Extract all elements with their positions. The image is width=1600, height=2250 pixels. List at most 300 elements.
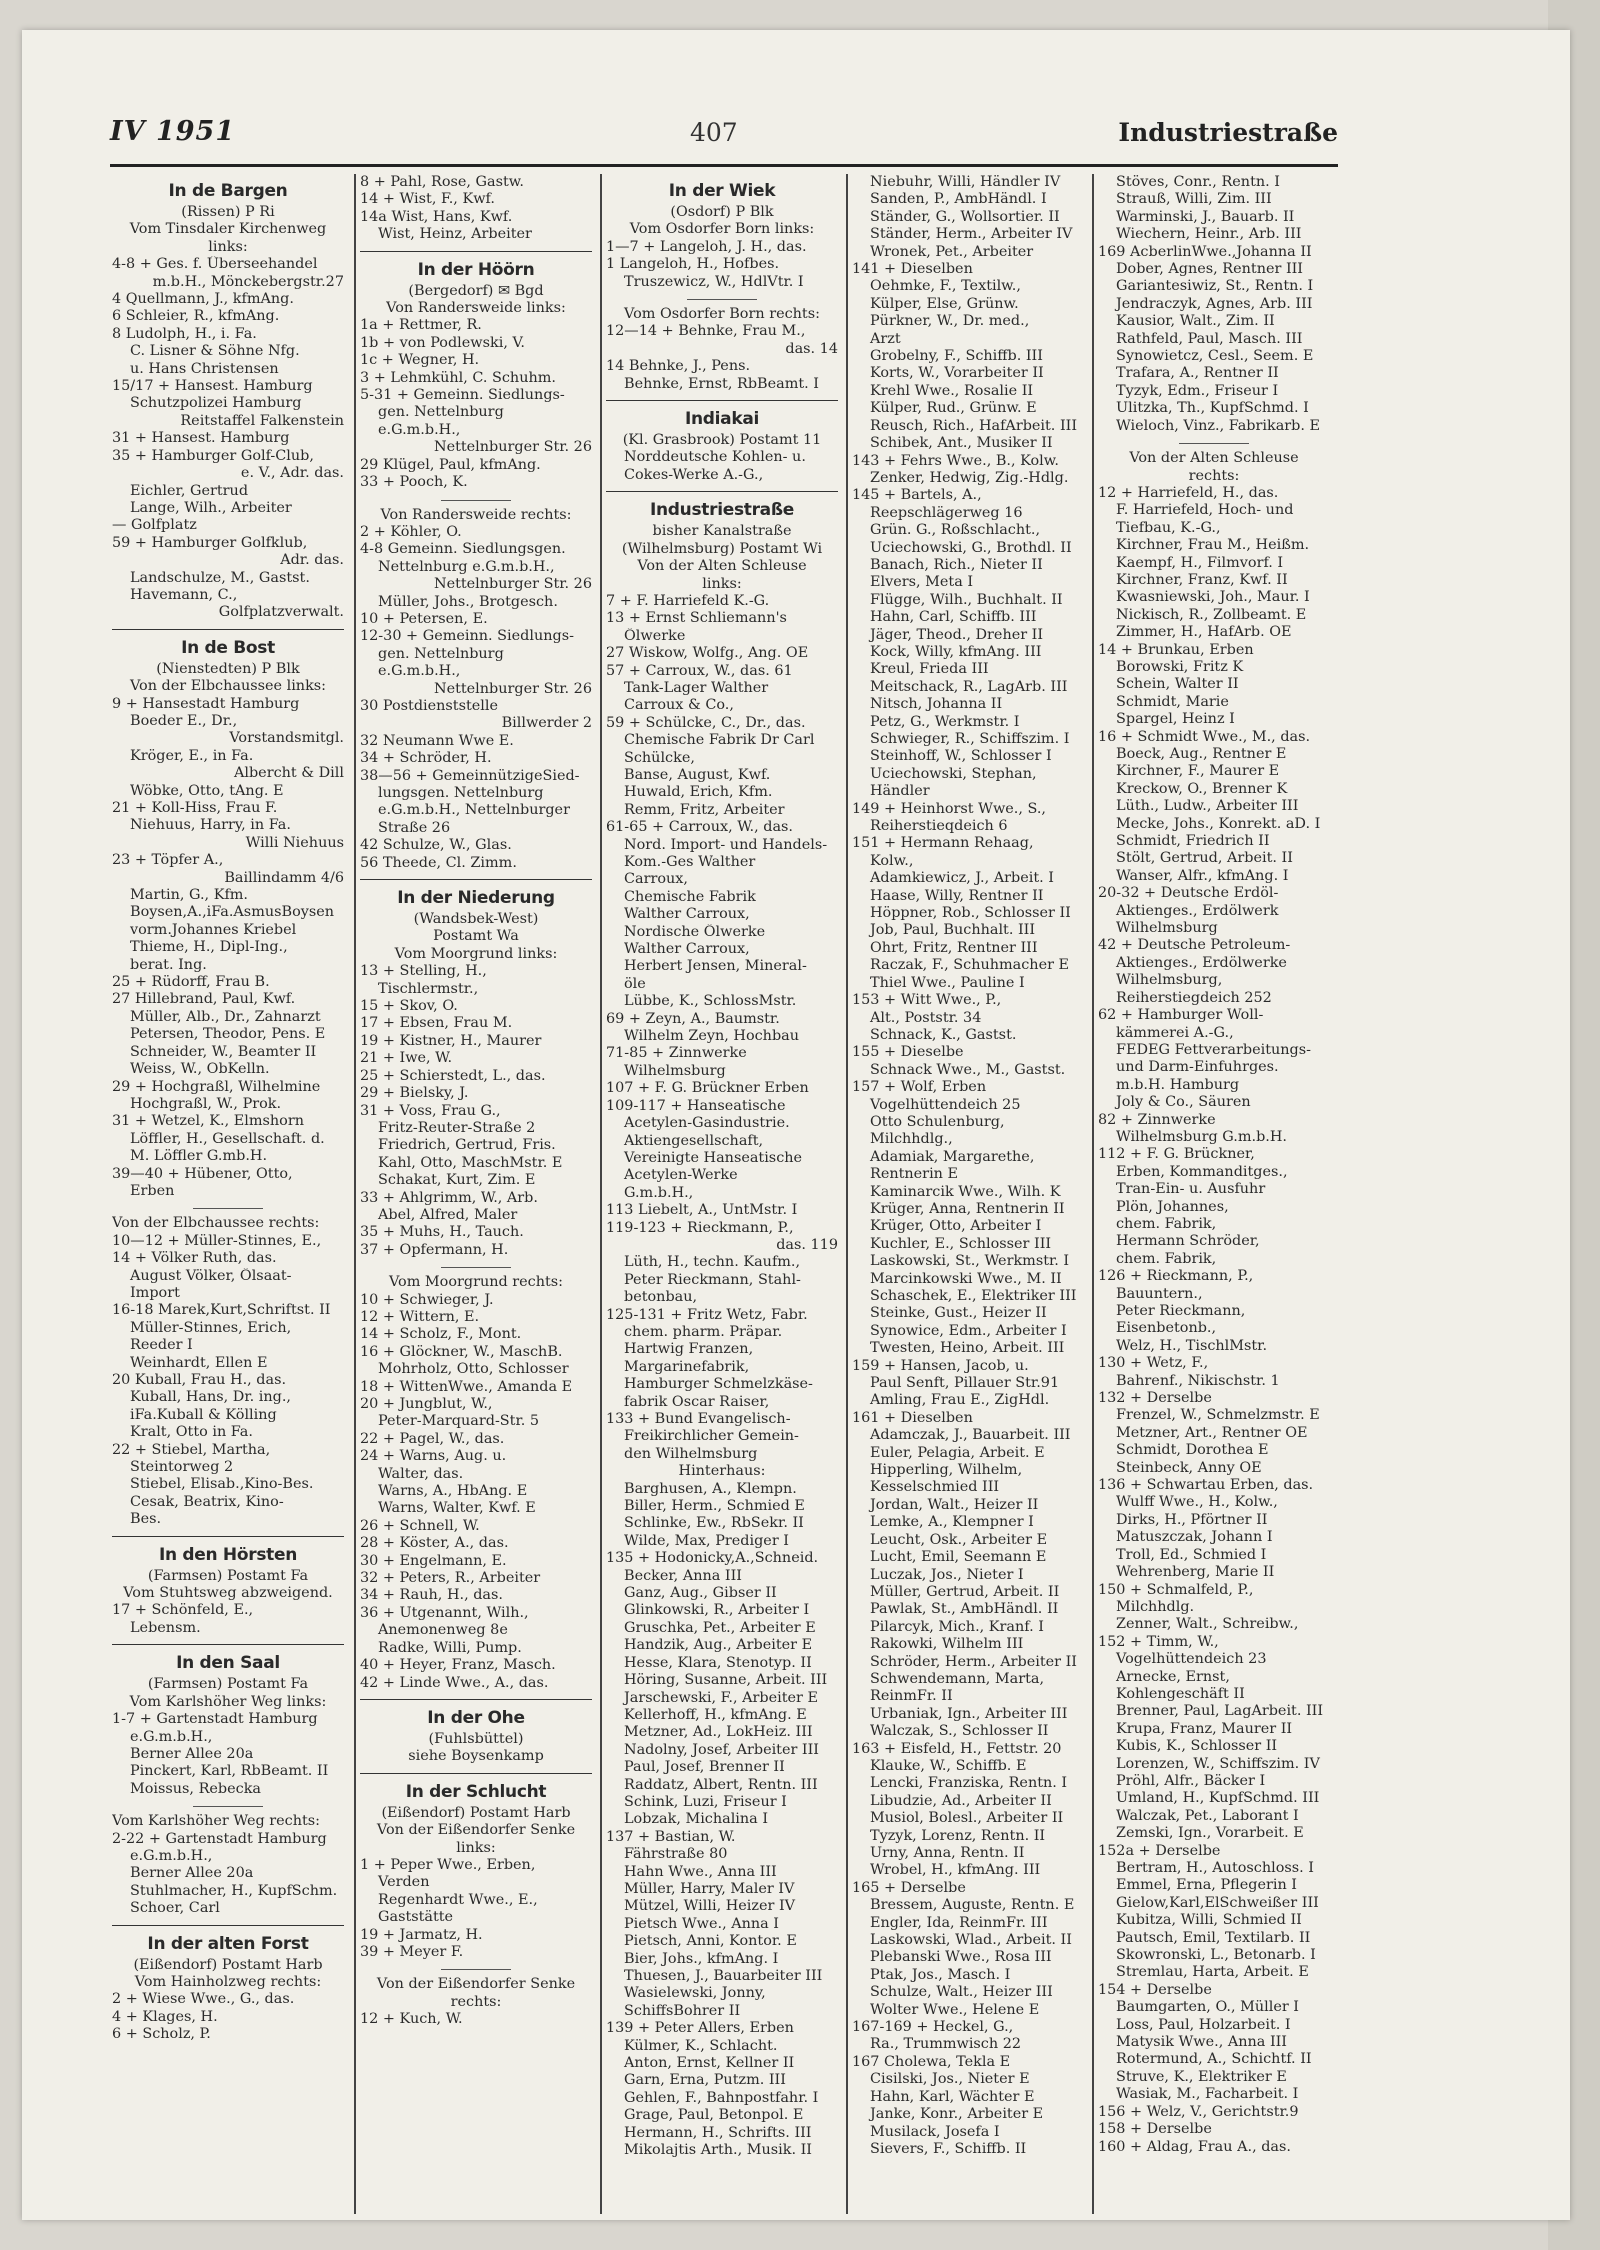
entry-line: 10 + Schwieger, J.: [360, 1291, 494, 1308]
entry-line: Sievers, F., Schiffb. II: [870, 2140, 1027, 2157]
page-header: [110, 102, 1338, 162]
entry-line: Hahn, Karl, Wächter E: [870, 2088, 1035, 2105]
entry-line: Kaempf, H., Filmvorf. I: [1116, 554, 1284, 571]
entry-line: Von der Alten Schleuse: [1129, 450, 1299, 467]
entry-line: 150 + Schmalfeld, P.,: [1098, 1581, 1254, 1598]
entry-line: 2-22 + Gartenstadt Hamburg: [112, 1830, 327, 1847]
entry-line: Paul Senft, Pillauer Str.91: [870, 1375, 1060, 1392]
entry-line: Vogelhüttendeich 25: [870, 1096, 1021, 1113]
entry-line: Leucht, Osk., Arbeiter E: [870, 1531, 1048, 1548]
entry-line: Regenhardt Wwe., E.,: [378, 1891, 538, 1908]
entry-line: Kreul, Frieda III: [870, 661, 989, 678]
entry-line: 37 + Opfermann, H.: [360, 1241, 509, 1258]
entry-line: Zenner, Walt., Schreibw.,: [1116, 1616, 1299, 1633]
entry-line: Adamczak, J., Bauarbeit. III: [870, 1427, 1071, 1444]
entry-line: 119-123 + Rieckmann, P.,: [606, 1219, 794, 1236]
entry-line: Biller, Herm., Schmied E: [624, 1498, 805, 1515]
entry-line: Steinhoff, W., Schlosser I: [870, 748, 1052, 765]
entry-line: Boeder E., Dr.,: [130, 712, 238, 729]
entry-line: 151 + Hermann Rehaag,: [852, 835, 1034, 852]
entry-line: Jendraczyk, Agnes, Arb. III: [1116, 295, 1313, 312]
entry-line: 6 Schleier, R., kfmAng.: [112, 308, 280, 325]
entry-line: Barghusen, A., Klempn.: [624, 1480, 797, 1497]
entry-line: Schnack, K., Gastst.: [870, 1026, 1017, 1043]
entry-line: Reusch, Rich., HafArbeit. III: [870, 417, 1078, 434]
entry-line: Stöves, Conr., Rentn. I: [1116, 174, 1280, 190]
entry-line: Gehlen, F., Bahnpostfahr. I: [624, 2089, 819, 2106]
entry-line: Wilhelmsburg,: [1116, 972, 1223, 989]
entry-line: Arnecke, Ernst,: [1116, 1668, 1230, 1685]
entry-line: 18 + WittenWwe., Amanda E: [360, 1378, 573, 1395]
entry-line: Carroux & Co.,: [624, 697, 734, 714]
entry-line: links:: [456, 1839, 496, 1856]
entry-line: 1 + Peper Wwe., Erben,: [360, 1856, 536, 1873]
column-divider: [846, 174, 848, 2214]
entry-line: 27 Wiskow, Wolfg., Ang. OE: [606, 645, 809, 662]
entry-line: das. 14: [785, 340, 838, 357]
entry-line: 29 + Hochgraßl, Wilhelmine: [112, 1078, 321, 1095]
entry-line: Milchhdlg.,: [870, 1131, 953, 1148]
entry-line: 32 Neumann Wwe E.: [360, 732, 514, 749]
entry-line: 38—56 + GemeinnützigeSied-: [360, 767, 580, 784]
entry-line: Niebuhr, Willi, Händler IV: [870, 174, 1061, 190]
entry-line: 30 Postdienststelle: [360, 697, 498, 714]
entry-line: Adamiak, Margarethe,: [870, 1148, 1035, 1165]
entry-line: Banse, August, Kwf.: [624, 766, 771, 783]
entry-line: Wanser, Alfr., kfmAng. I: [1116, 867, 1289, 884]
entry-line: Pröhl, Alfr., Bäcker I: [1116, 1772, 1266, 1789]
entry-line: 9 + Hansestadt Hamburg: [112, 695, 300, 712]
entry-line: 29 + Bielsky, J.: [360, 1085, 469, 1102]
entry-line: Stremlau, Harta, Arbeit. E: [1116, 1964, 1309, 1981]
entry-line: 20 Kuball, Frau H., das.: [112, 1372, 287, 1388]
entry-line: Walczak, S., Schlosser II: [870, 1723, 1049, 1740]
entry-line: Acetylen-Werke: [624, 1167, 738, 1184]
entry-line: e.G.m.b.H.,: [378, 663, 461, 680]
entry-line: Mützel, Willi, Heizer IV: [624, 1898, 796, 1915]
entry-line: 165 + Derselbe: [852, 1879, 966, 1896]
entry-line: 109-117 + Hanseatische: [606, 1097, 786, 1114]
entry-line: Welz, H., TischlMstr.: [1116, 1337, 1268, 1354]
entry-line: Bier, Johs., kfmAng. I: [624, 1950, 779, 1967]
section-rule: [360, 879, 592, 880]
entry-line: 10 + Petersen, E.: [360, 610, 488, 627]
entry-line: 56 Theede, Cl. Zimm.: [360, 854, 517, 871]
entry-line: Nettelnburger Str. 26: [433, 576, 592, 593]
entry-line: Klauke, W., Schiffb. E: [870, 1757, 1027, 1774]
entry-line: Kahl, Otto, MaschMstr. E: [378, 1154, 563, 1171]
entry-line: Wilhelmsburg: [624, 1062, 726, 1079]
entry-line: Lüth., Ludw., Arbeiter III: [1116, 798, 1299, 815]
entry-line: Von Randersweide links:: [386, 300, 566, 317]
entry-line: Moissus, Rebecka: [130, 1780, 262, 1797]
entry-line: Külper, Else, Grünw.: [870, 295, 1019, 312]
entry-line: Ulitzka, Th., KupfSchmd. I: [1116, 400, 1309, 417]
entry-line: Schwieger, R., Schiffszim. I: [870, 731, 1070, 747]
entry-line: (Wandsbek-West): [413, 911, 539, 928]
entry-line: Baillindamm 4/6: [224, 869, 344, 886]
entry-line: 1-7 + Gartenstadt Hamburg: [112, 1711, 318, 1728]
entry-line: Milchhdlg.: [1116, 1598, 1195, 1615]
entry-line: Hartwig Franzen,: [624, 1341, 754, 1358]
entry-line: Lübbe, K., SchlossMstr.: [624, 993, 797, 1010]
entry-line: u. Hans Christensen: [130, 360, 279, 377]
entry-line: 12 + Wittern, E.: [360, 1308, 480, 1325]
entry-line: Schein, Walter II: [1116, 676, 1239, 693]
entry-line: Huwald, Erich, Kfm.: [624, 784, 773, 801]
entry-line: Synowietcz, Cesl., Seem. E: [1116, 348, 1314, 365]
entry-line: Müller-Stinnes, Erich,: [130, 1319, 292, 1336]
entry-line: Stuhlmacher, H., KupfSchm.: [130, 1882, 338, 1899]
entry-line: Stölt, Gertrud, Arbeit. II: [1116, 850, 1293, 867]
entry-line: (Rissen) P Ri: [181, 204, 275, 220]
entry-line: chem. Fabrik,: [1116, 1250, 1217, 1267]
entry-line: (Bergedorf) ✉ Bgd: [408, 282, 544, 299]
entry-line: Ganz, Aug., Gibser II: [624, 1585, 777, 1602]
entry-line: 40 + Heyer, Franz, Masch.: [360, 1657, 556, 1674]
entry-line: berat. Ing.: [130, 956, 207, 973]
entry-line: Gruschka, Pet., Arbeiter E: [624, 1619, 816, 1636]
entry-line: Rakowki, Wilhelm III: [870, 1636, 1024, 1653]
entry-line: Tiefbau, K.-G.,: [1116, 519, 1221, 536]
entry-line: Aktienges., Erdölwerke: [1116, 954, 1287, 971]
entry-line: Urny, Anna, Rentn. II: [870, 1845, 1025, 1861]
entry-line: Kom.-Ges Walther: [624, 854, 756, 870]
entry-line: Ständer, Herm., Arbeiter IV: [870, 226, 1073, 243]
entry-line: Tran-Ein- u. Ausfuhr: [1116, 1181, 1266, 1198]
column-divider: [1092, 174, 1094, 2214]
entry-line: Ptak, Jos., Masch. I: [870, 1966, 1011, 1983]
entry-line: 8 Ludolph, H., i. Fa.: [112, 325, 257, 342]
entry-line: 14 Behnke, J., Pens.: [606, 358, 751, 375]
entry-line: den Wilhelmsburg: [624, 1445, 758, 1462]
entry-line: 4 Quellmann, J., kfmAng.: [112, 291, 294, 308]
entry-line: Bauuntern.,: [1116, 1285, 1203, 1302]
entry-line: Postamt Wa: [433, 928, 519, 945]
entry-line: 152 + Timm, W.,: [1098, 1633, 1219, 1650]
entry-line: Willi Niehuus: [245, 834, 344, 851]
entry-line: Kwasniewski, Joh., Maur. I: [1116, 589, 1310, 606]
entry-line: — Golfplatz: [112, 517, 197, 534]
directory-page: [22, 30, 1570, 2220]
entry-line: Norddeutsche Kohlen- u.: [624, 449, 806, 466]
entry-line: Aktienges., Erdölwerk: [1116, 902, 1279, 919]
entry-line: Anemonenweg 8e: [378, 1622, 508, 1639]
entry-line: 3 + Lehmkühl, C. Schuhm.: [360, 369, 556, 386]
entry-line: Glinkowski, R., Arbeiter I: [624, 1602, 810, 1619]
entry-line: Schwendemann, Marta,: [870, 1670, 1045, 1687]
entry-line: Chemische Fabrik Dr Carl: [624, 732, 815, 749]
entry-line: Schülcke,: [624, 749, 695, 766]
entry-line: kämmerei A.-G.,: [1116, 1024, 1234, 1041]
entry-line: vorm.Johannes Kriebel: [130, 921, 297, 938]
entry-line: Anton, Ernst, Kellner II: [624, 2055, 795, 2072]
entry-line: Hermann, H., Schrifts. III: [624, 2124, 812, 2141]
entry-line: Weinhardt, Ellen E: [130, 1354, 268, 1371]
entry-line: Händler: [870, 783, 930, 800]
entry-line: Walther Carroux,: [624, 941, 750, 958]
entry-line: 25 + Schierstedt, L., das.: [360, 1067, 546, 1084]
entry-line: Pinckert, Karl, RbBeamt. II: [130, 1763, 329, 1780]
entry-line: 14 + Völker Ruth, das.: [112, 1250, 277, 1267]
entry-line: Kirchner, Franz, Kwf. II: [1116, 571, 1288, 588]
entry-line: Wolter Wwe., Helene E: [870, 2001, 1040, 2018]
entry-line: Grün. G., Roßschlacht.,: [870, 522, 1041, 539]
subsection-separator: [441, 500, 511, 501]
entry-line: Vom Osdorfer Born links:: [629, 221, 815, 238]
column-divider: [354, 174, 356, 2214]
entry-line: Truszewicz, W., HdlVtr. I: [624, 273, 804, 290]
street-heading: In der alten Forst: [147, 1933, 309, 1954]
entry-line: 6 + Scholz, P.: [112, 2026, 211, 2043]
section-rule: [112, 1536, 344, 1537]
entry-line: F. Harriefeld, Hoch- und: [1116, 502, 1294, 519]
entry-line: Müller, Alb., Dr., Zahnarzt: [130, 1008, 321, 1025]
entry-line: lungsgen. Nettelnburg: [378, 785, 544, 801]
entry-line: Albercht & Dill: [233, 765, 344, 782]
entry-line: Schröder, Herm., Arbeiter II: [870, 1653, 1077, 1670]
entry-line: Import: [130, 1284, 180, 1301]
entry-line: Thuesen, J., Bauarbeiter III: [624, 1968, 823, 1984]
entry-line: Tischlermstr.,: [378, 980, 479, 997]
entry-line: 16-18 Marek,Kurt,Schriftst. II: [112, 1302, 331, 1319]
entry-line: Reiherstiegdeich 252: [1116, 989, 1272, 1006]
entry-line: Musiol, Bolesl., Arbeiter II: [870, 1810, 1064, 1827]
entry-line: Nordische Ölwerke: [624, 923, 766, 940]
entry-line: Lorenzen, W., Schiffszim. IV: [1116, 1755, 1320, 1772]
entry-line: Chemische Fabrik: [624, 888, 756, 905]
entry-line: Lucht, Emil, Seemann E: [870, 1549, 1047, 1566]
entry-line: Gariantesiwiz, St., Rentn. I: [1116, 278, 1314, 295]
entry-line: Wieloch, Vinz., Fabrikarb. E: [1116, 417, 1321, 434]
entry-line: Rotermund, A., Schichtf. II: [1116, 2051, 1312, 2068]
entry-line: Nickisch, R., Zollbeamt. E: [1116, 606, 1307, 623]
entry-line: Wrobel, H., kfmAng. III: [870, 1862, 1041, 1879]
entry-line: Haase, Willy, Rentner II: [870, 887, 1044, 904]
entry-line: 130 + Wetz, F.,: [1098, 1355, 1209, 1372]
entry-line: Jordan, Walt., Heizer II: [870, 1496, 1039, 1513]
entry-line: 107 + F. G. Brückner Erben: [606, 1080, 809, 1097]
column-4: [852, 174, 1084, 2220]
entry-line: Erben: [130, 1182, 175, 1199]
entry-line: 132 + Derselbe: [1098, 1390, 1212, 1407]
entry-line: Vom Stuhtsweg abzweigend.: [123, 1585, 333, 1602]
entry-line: Lange, Wilh., Arbeiter: [130, 499, 292, 516]
entry-line: Urbaniak, Ign., Arbeiter III: [870, 1705, 1068, 1722]
entry-line: Von der Eißendorfer Senke: [376, 1822, 576, 1839]
entry-line: Nitsch, Johanna II: [870, 696, 1003, 713]
entry-line: Tank-Lager Walther: [624, 679, 769, 696]
entry-line: Müller, Gertrud, Arbeit. II: [870, 1583, 1060, 1600]
entry-line: Remm, Fritz, Arbeiter: [624, 801, 785, 818]
section-rule: [112, 629, 344, 630]
entry-line: 15 + Skov, O.: [360, 998, 458, 1015]
entry-line: Steinke, Gust., Heizer II: [870, 1305, 1047, 1322]
entry-line: Radke, Willi, Pump.: [378, 1639, 522, 1656]
entry-line: Ölwerke: [624, 627, 686, 644]
entry-line: 31 + Wetzel, K., Elmshorn: [112, 1113, 304, 1130]
entry-line: Kirchner, Frau M., Heißm.: [1116, 537, 1310, 554]
entry-line: Wasiak, M., Facharbeit. I: [1116, 2086, 1299, 2103]
street-heading: In den Saal: [176, 1653, 280, 1674]
entry-line: 154 + Derselbe: [1098, 1981, 1212, 1998]
entry-line: Reitstaffel Falkenstein: [180, 412, 344, 429]
entry-line: Krehl Wwe., Rosalie II: [870, 382, 1034, 399]
entry-line: Verden: [378, 1874, 430, 1891]
entry-line: Bertram, H., Autoschloss. I: [1116, 1860, 1314, 1876]
entry-line: FEDEG Fettverarbeitungs-: [1116, 1041, 1311, 1058]
entry-line: Metzner, Ad., LokHeiz. III: [624, 1724, 813, 1741]
entry-line: 19 + Kistner, H., Maurer: [360, 1032, 542, 1049]
entry-line: Dirks, H., Pförtner II: [1116, 1511, 1268, 1528]
section-rule: [112, 1644, 344, 1645]
entry-line: Erben, Kommanditges.,: [1116, 1163, 1288, 1180]
entry-line: iFa.Kuball & Kölling: [130, 1406, 277, 1423]
entry-line: Mecke, Johs., Konrekt. aD. I: [1116, 815, 1321, 832]
entry-line: Vom Hainholzweg rechts:: [134, 1973, 322, 1990]
entry-line: Trafara, A., Rentner II: [1116, 365, 1279, 382]
column-5: [1098, 174, 1330, 2220]
entry-line: Laskowski, Wlad., Arbeit. II: [870, 1932, 1072, 1949]
entry-line: Fritz-Reuter-Straße 2: [378, 1119, 536, 1136]
entry-line: 31 + Hansest. Hamburg: [112, 430, 290, 447]
entry-line: Peter-Marquard-Str. 5: [378, 1413, 540, 1430]
entry-line: 20 + Jungblut, W.,: [360, 1396, 493, 1412]
entry-line: Tyzyk, Edm., Friseur I: [1116, 382, 1279, 399]
entry-line: Steinbeck, Anny OE: [1116, 1459, 1262, 1476]
entry-line: Steintorweg 2: [130, 1459, 234, 1476]
entry-line: Vom Tinsdaler Kirchenweg: [129, 221, 327, 238]
entry-line: Eichler, Gertrud: [130, 482, 249, 499]
street-heading: Indiakai: [684, 409, 760, 430]
entry-line: 163 + Eisfeld, H., Fettstr. 20: [852, 1740, 1062, 1757]
entry-line: (Eißendorf) Postamt Harb: [133, 1956, 323, 1973]
entry-line: Adr. das.: [280, 552, 344, 569]
entry-line: Lüth, H., techn. Kaufm.,: [624, 1254, 801, 1271]
entry-line: Paul, Josef, Brenner II: [624, 1759, 785, 1776]
entry-line: 36 + Utgenannt, Wilh.,: [360, 1604, 529, 1621]
entry-line: Von Randersweide rechts:: [380, 506, 572, 523]
entry-line: Kolw.,: [870, 852, 914, 869]
street-heading: In de Bost: [181, 637, 275, 658]
entry-line: Hinterhaus:: [678, 1463, 766, 1480]
entry-line: Müller, Harry, Maler IV: [624, 1880, 795, 1897]
entry-line: Baumgarten, O., Müller I: [1116, 1999, 1299, 2016]
entry-line: Wulff Wwe., H., Kolw.,: [1116, 1494, 1278, 1511]
entry-line: 133 + Bund Evangelisch-: [606, 1411, 791, 1427]
entry-line: Wasielewski, Jonny,: [624, 1985, 766, 2002]
entry-line: 149 + Heinhorst Wwe., S.,: [852, 800, 1047, 817]
entry-line: Korts, W., Vorarbeiter II: [870, 365, 1044, 382]
street-heading: In der Höörn: [417, 259, 535, 280]
entry-line: 42 + Deutsche Petroleum-: [1098, 937, 1291, 954]
entry-line: Vom Osdorfer Born rechts:: [624, 306, 820, 323]
entry-line: Arzt: [870, 330, 901, 347]
entry-line: 12—14 + Behnke, Frau M.,: [606, 323, 806, 340]
entry-line: Kubitza, Willi, Schmied II: [1116, 1912, 1302, 1929]
entry-line: Nord. Import- und Handels-: [624, 836, 828, 853]
entry-line: 39—40 + Hübener, Otto,: [112, 1165, 293, 1182]
entry-line: 143 + Fehrs Wwe., B., Kolw.: [852, 452, 1059, 469]
entry-line: Kralt, Otto in Fa.: [130, 1424, 253, 1441]
entry-line: Matuszczak, Johann I: [1116, 1529, 1273, 1546]
entry-line: 8 + Pahl, Rose, Gastw.: [360, 174, 524, 190]
entry-line: gen. Nettelnburg: [378, 645, 504, 662]
entry-line: (Nienstedten) P Blk: [156, 660, 300, 677]
entry-line: Flügge, Wilh., Buchhalt. II: [870, 591, 1063, 608]
entry-line: Hesse, Klara, Stenotyp. II: [624, 1654, 812, 1671]
entry-line: Uciechowski, Stephan,: [870, 765, 1037, 782]
entry-line: 24 + Warns, Aug. u.: [360, 1448, 507, 1465]
entry-line: 30 + Engelmann, E.: [360, 1552, 507, 1569]
entry-line: Thiel Wwe., Pauline I: [870, 974, 1025, 991]
entry-line: 1 Langeloh, H., Hofbes.: [606, 256, 780, 273]
entry-line: (Osdorf) P Blk: [670, 204, 774, 220]
entry-line: Banach, Rich., Nieter II: [870, 556, 1043, 573]
subsection-separator: [441, 1969, 511, 1970]
entry-line: 61-65 + Carroux, W., das.: [606, 819, 793, 836]
entry-line: Grobelny, F., Schiffb. III: [870, 348, 1043, 365]
entry-line: 29 Klügel, Paul, kfmAng.: [360, 456, 541, 473]
entry-line: 27 Hillebrand, Paul, Kwf.: [112, 991, 296, 1008]
entry-line: das. 119: [776, 1236, 838, 1253]
entry-line: Herbert Jensen, Mineral-: [624, 958, 807, 975]
street-heading: In der Wiek: [668, 181, 776, 201]
entry-line: e.G.m.b.H., Nettelnburger: [378, 802, 570, 819]
entry-line: Luczak, Jos., Nieter I: [870, 1566, 1024, 1583]
volume-year: IV 1951: [110, 116, 236, 147]
entry-line: 22 + Stiebel, Martha,: [112, 1441, 271, 1458]
entry-line: 155 + Dieselbe: [852, 1044, 964, 1061]
entry-line: Struve, K., Elektriker E: [1116, 2068, 1287, 2085]
entry-line: 35 + Muhs, H., Tauch.: [360, 1224, 524, 1241]
entry-line: Schneider, W., Beamter II: [130, 1043, 317, 1060]
entry-line: 13 + Ernst Schliemann's: [606, 610, 787, 627]
subsection-separator: [441, 1267, 511, 1268]
entry-line: 5-31 + Gemeinn. Siedlungs-: [360, 387, 565, 404]
entry-line: G.m.b.H.,: [624, 1184, 694, 1201]
entry-line: 22 + Pagel, W., das.: [360, 1430, 505, 1447]
entry-line: Walczak, Pet., Laborant I: [1116, 1807, 1299, 1824]
entry-line: Kuball, Hans, Dr. ing.,: [130, 1389, 291, 1406]
entry-line: Straße 26: [378, 819, 451, 836]
street-heading: In der Schlucht: [405, 1781, 547, 1802]
entry-line: Kuchler, E., Schlosser III: [870, 1235, 1052, 1252]
entry-line: 26 + Schnell, W.: [360, 1517, 480, 1534]
entry-line: Gielow,Karl,ElSchweißer III: [1116, 1894, 1319, 1911]
street-heading: In der Ohe: [427, 1707, 525, 1728]
entry-line: 1b + von Podlewski, V.: [360, 334, 525, 351]
entry-line: 160 + Aldag, Frau A., das.: [1098, 2138, 1291, 2155]
entry-line: Boeck, Aug., Rentner E: [1116, 746, 1287, 762]
entry-line: Frenzel, W., Schmelzmstr. E: [1116, 1407, 1320, 1424]
section-rule: [360, 251, 592, 252]
entry-line: öle: [624, 975, 646, 992]
entry-line: 23 + Töpfer A.,: [112, 852, 224, 869]
entry-line: Wöbke, Otto, tAng. E: [130, 782, 284, 799]
entry-line: SchiffsBohrer II: [624, 2002, 741, 2019]
entry-line: Freikirchlicher Gemein-: [624, 1428, 799, 1445]
entry-line: Vogelhüttendeich 23: [1116, 1651, 1267, 1668]
entry-line: Schnack Wwe., M., Gastst.: [870, 1061, 1066, 1078]
entry-line: 141 + Dieselben: [852, 261, 973, 278]
entry-line: Zemski, Ign., Vorarbeit. E: [1116, 1825, 1304, 1842]
entry-line: (Farmsen) Postamt Fa: [147, 1567, 309, 1584]
entry-line: 2 + Wiese Wwe., G., das.: [112, 1991, 295, 2008]
entry-line: Carroux,: [624, 871, 688, 888]
entry-line: Job, Paul, Buchhalt. III: [870, 922, 1036, 939]
entry-line: Hamburger Schmelzkäse-: [624, 1376, 813, 1393]
